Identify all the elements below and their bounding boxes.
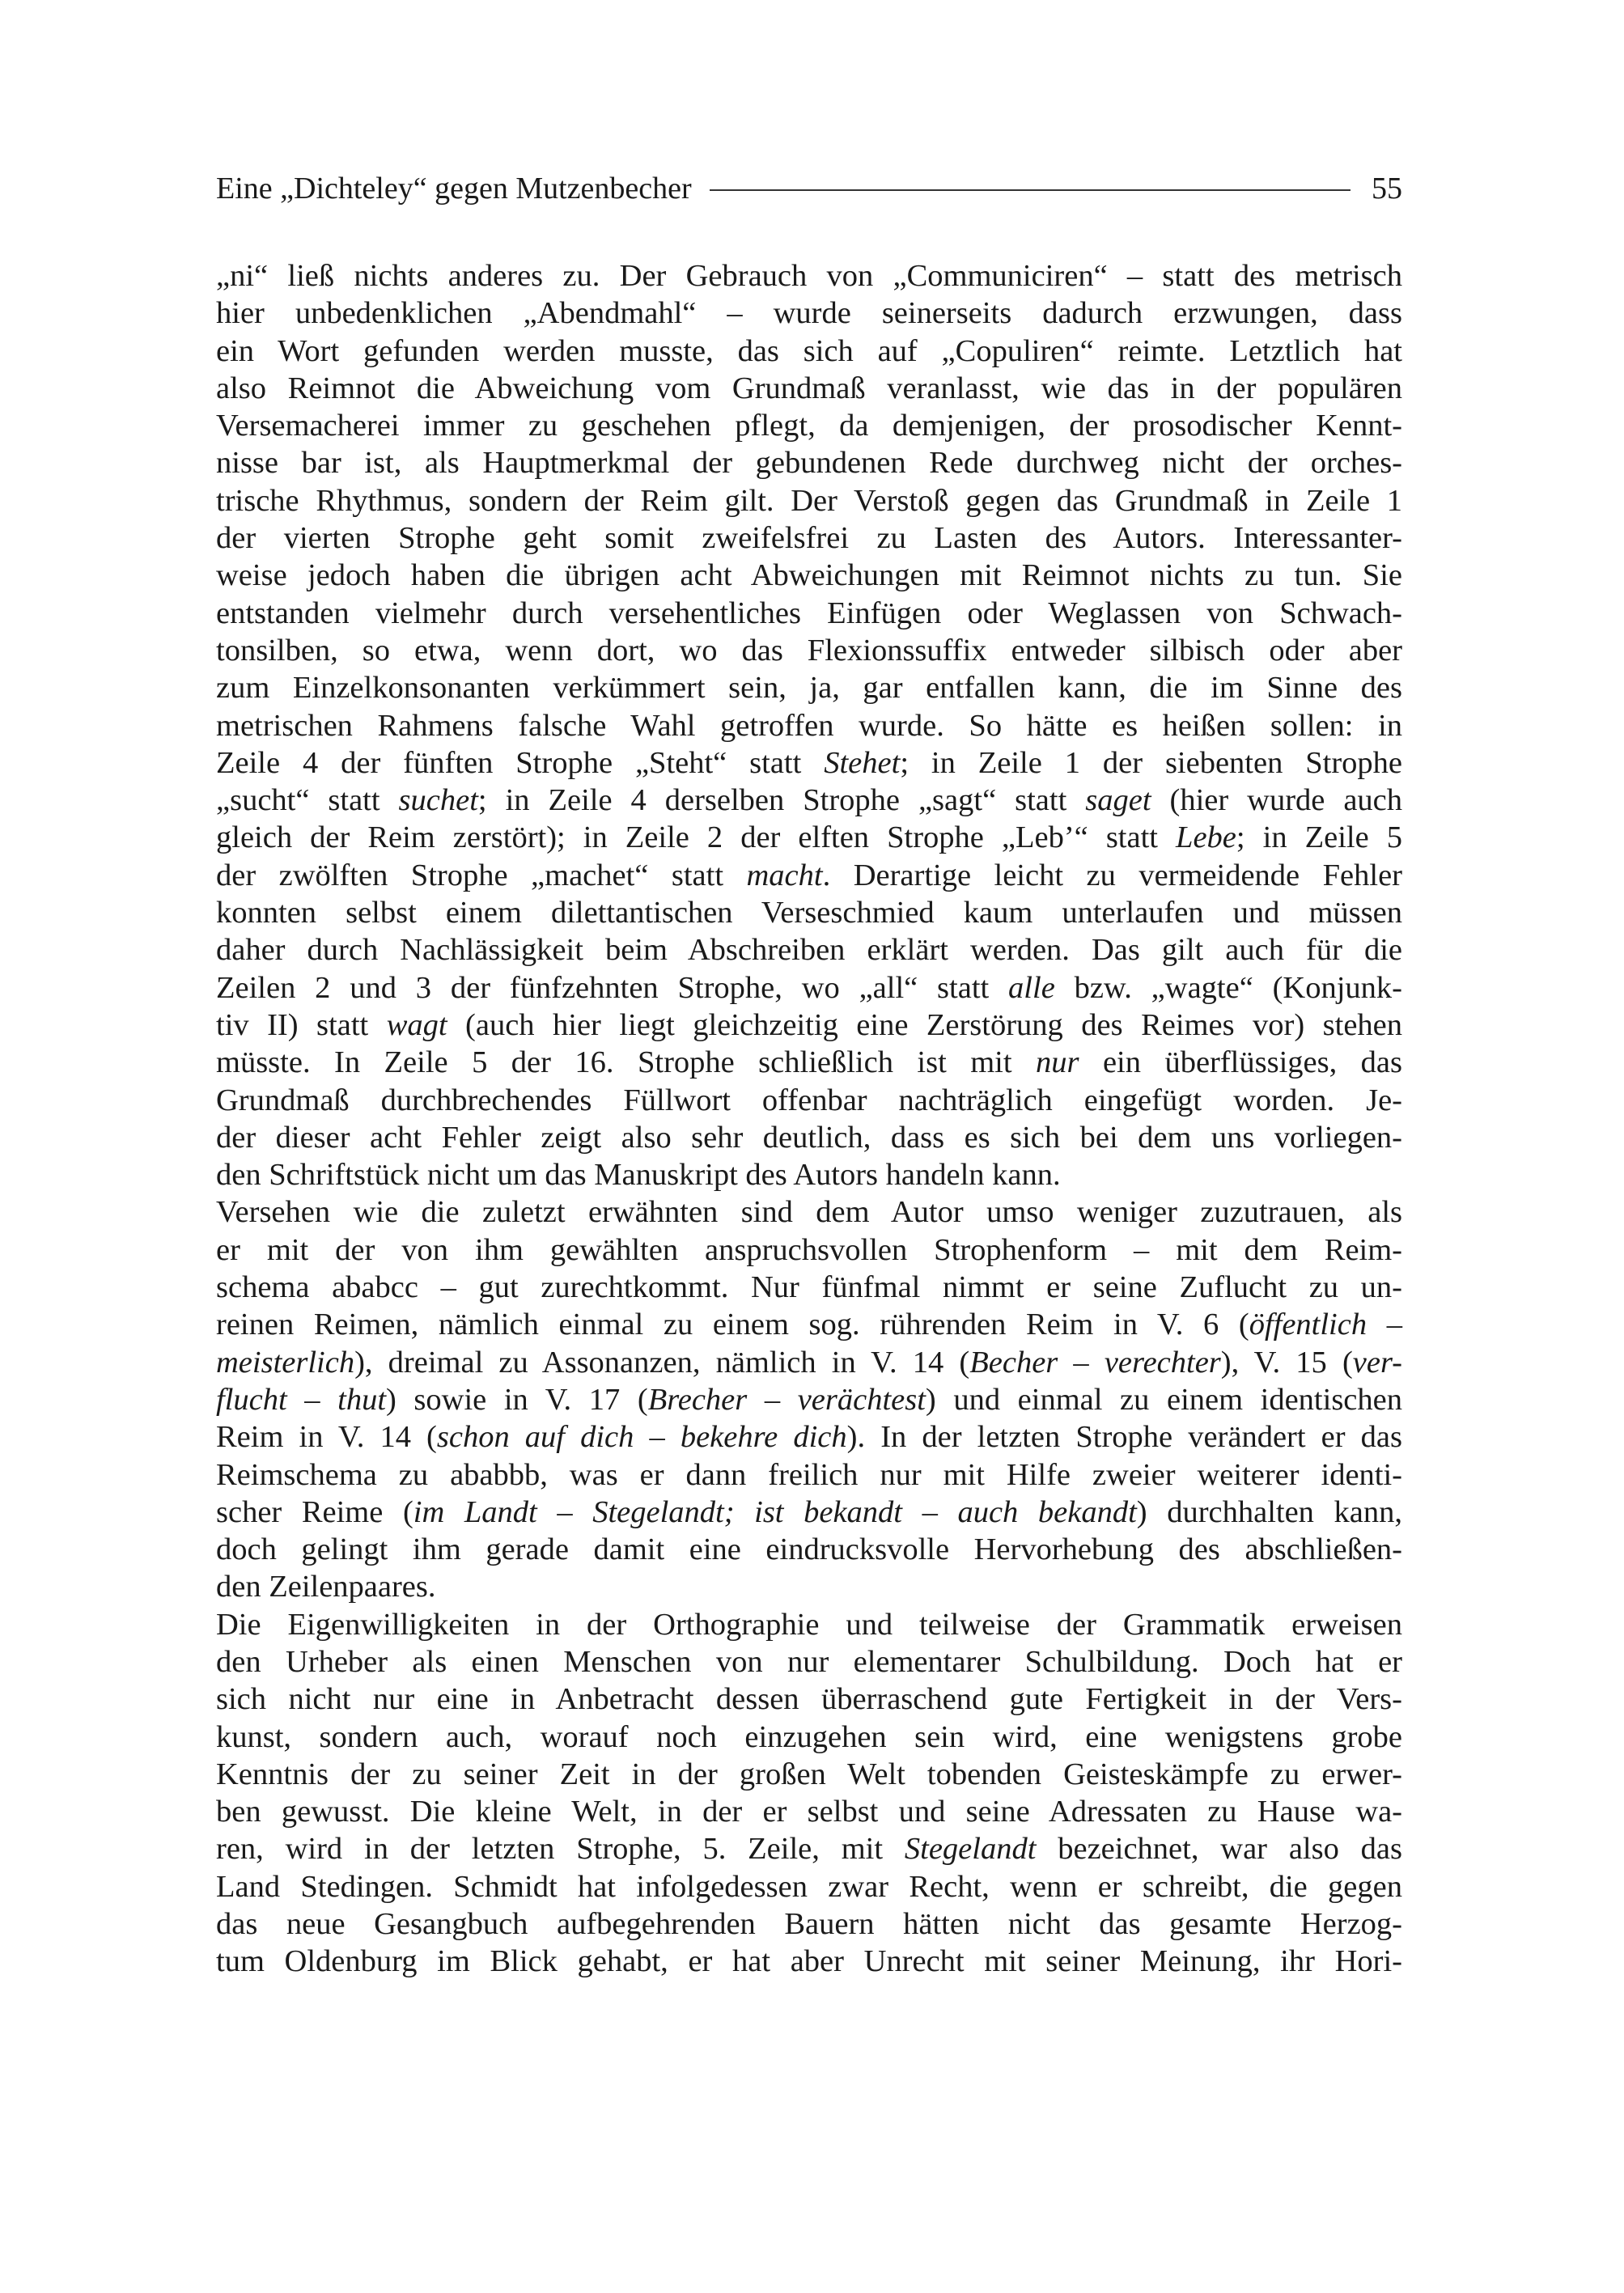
text-line <box>216 1231 1402 1269</box>
text-segment: Zeile 4 der fünften Strophe „Steht“ statt <box>216 745 825 780</box>
italic-text: Stehet <box>824 745 901 780</box>
text-line <box>216 1793 1402 1830</box>
text-line <box>216 1456 1402 1494</box>
text-line <box>216 857 1402 894</box>
text-segment: Versehen wie die zuletzt erwähnten sind dem Autor umso weniger zuzutrauen, als <box>216 1195 1402 1230</box>
text-line <box>216 370 1402 407</box>
text-line <box>216 931 1402 968</box>
text-line <box>216 1531 1402 1568</box>
text-line <box>216 1681 1402 1718</box>
text-segment: ; in Zeile 5 <box>1236 820 1402 855</box>
text-segment: ) und einmal zu einem identischen <box>925 1382 1402 1417</box>
text-segment: Zeilen 2 und 3 der fünfzehnten Strophe, wo „all“ statt <box>216 970 1009 1005</box>
text-segment: scher Reime ( <box>216 1494 413 1529</box>
italic-text: schon auf dich – bekehre dich <box>436 1420 847 1455</box>
text-line <box>216 407 1402 444</box>
text-line <box>216 819 1402 856</box>
text-segment: zum Einzelkonsonanten verkümmert sein, ja, gar entfallen kann, die im Sinne des <box>216 671 1402 706</box>
italic-text: ver- <box>1352 1345 1402 1380</box>
text-line <box>216 1381 1402 1418</box>
text-segment: Reim in V. 14 ( <box>216 1420 437 1455</box>
text-segment: tiv II) statt <box>216 1007 387 1042</box>
italic-text: flucht – thut <box>216 1382 387 1417</box>
text-segment: bzw. „wagte“ (Konjunk- <box>1054 970 1402 1005</box>
text-segment: (auch hier liegt gleichzeitig eine Zerstörung des Reimes vor) stehen <box>447 1007 1402 1042</box>
text-line <box>216 1719 1402 1756</box>
italic-text: Becher – verechter <box>969 1345 1221 1380</box>
italic-text: Stegelandt <box>904 1832 1037 1867</box>
text-line <box>216 295 1402 332</box>
text-line <box>216 1119 1402 1156</box>
italic-text: alle <box>1008 970 1055 1005</box>
body-text <box>216 257 1402 1981</box>
italic-text: öffentlich – <box>1249 1308 1402 1342</box>
text-segment: hier unbedenklichen „Abendmahl“ – wurde seinerseits dadurch erzwungen, dass <box>216 296 1402 331</box>
text-segment: Versemacherei immer zu geschehen pflegt, da demjenigen, der prosodischer Kennt- <box>216 409 1402 443</box>
text-line <box>216 557 1402 594</box>
italic-text: Brecher – verächtest <box>647 1382 926 1417</box>
text-segment: Land Stedingen. Schmidt hat infolgedessen zwar Recht, wenn er schreibt, die gegen <box>216 1869 1402 1904</box>
italic-text: saget <box>1085 783 1151 818</box>
text-segment: ben gewusst. Die kleine Welt, in der er selbst und seine Adressaten zu Hause wa- <box>216 1795 1402 1829</box>
text-line <box>216 1868 1402 1905</box>
text-segment: entstanden vielmehr durch versehentliches Einfügen oder Weglassen von Schwach- <box>216 596 1402 630</box>
text-segment: sich nicht nur eine in Anbetracht dessen überraschend gute Fertigkeit in der Vers- <box>216 1682 1402 1717</box>
italic-text: im Landt – Stegelandt; ist bekandt – auch bekandt <box>413 1494 1137 1529</box>
text-line <box>216 482 1402 519</box>
text-segment: tonsilben, so etwa, wenn dort, wo das Flexionssuffix entweder silbisch oder aber <box>216 633 1402 668</box>
text-line <box>216 1044 1402 1081</box>
text-line <box>216 1830 1402 1867</box>
text-segment: „ni“ ließ nichts anderes zu. Der Gebrauch von „Communiciren“ – statt des metrisch <box>216 259 1402 293</box>
text-line <box>216 1568 1402 1605</box>
text-line <box>216 1306 1402 1343</box>
italic-text: wagt <box>386 1007 447 1042</box>
text-segment: ; in Zeile 1 der siebenten Strophe <box>900 745 1403 780</box>
text-segment: „sucht“ statt <box>216 783 399 818</box>
text-line <box>216 1494 1402 1531</box>
text-segment: Reimschema zu ababbb, was er dann freilich nur mit Hilfe zweier weiterer identi- <box>216 1457 1402 1492</box>
text-segment: daher durch Nachlässigkeit beim Abschreiben erklärt werden. Das gilt auch für die <box>216 933 1402 968</box>
text-line <box>216 632 1402 669</box>
text-segment: ein überflüssiges, das <box>1079 1045 1403 1080</box>
italic-text: meisterlich <box>216 1345 355 1380</box>
text-segment: ), dreimal zu Assonanzen, nämlich in V. 14 ( <box>354 1345 970 1380</box>
text-line <box>216 1606 1402 1643</box>
text-line <box>216 444 1402 481</box>
text-line <box>216 1082 1402 1119</box>
text-segment: ren, wird in der letzten Strophe, 5. Zeile, mit <box>216 1832 905 1867</box>
text-line <box>216 1643 1402 1681</box>
text-segment: der vierten Strophe geht somit zweifelsfrei zu Lasten des Autors. Interessanter- <box>216 521 1402 556</box>
page-number: 55 <box>1372 172 1402 206</box>
text-segment: Kenntnis der zu seiner Zeit in der großen Welt tobenden Geisteskämpfe zu erwer- <box>216 1757 1402 1791</box>
text-segment: müsste. In Zeile 5 der 16. Strophe schließlich ist mit <box>216 1045 1037 1080</box>
text-line <box>216 595 1402 632</box>
text-line <box>216 782 1402 819</box>
text-segment: nisse bar ist, als Hauptmerkmal der gebundenen Rede durchweg nicht der orches- <box>216 446 1402 481</box>
text-line <box>216 257 1402 295</box>
text-segment: ) durchhalten kann, <box>1136 1494 1402 1529</box>
text-segment: er mit der von ihm gewählten anspruchsvollen Strophenform – mit dem Reim- <box>216 1232 1402 1267</box>
italic-text: suchet <box>398 783 478 818</box>
text-segment: (hier wurde auch <box>1151 783 1402 818</box>
text-line <box>216 1269 1402 1306</box>
text-segment: ). In der letzten Strophe verändert er das <box>846 1420 1402 1455</box>
text-line <box>216 1905 1402 1943</box>
text-segment: konnten selbst einem dilettantischen Verseschmied kaum unterlaufen und müssen <box>216 896 1402 930</box>
text-segment: tum Oldenburg im Blick gehabt, er hat aber Unrecht mit seiner Meinung, ihr Hori- <box>216 1944 1402 1979</box>
text-segment: . Derartige leicht zu vermeidende Fehler <box>822 858 1402 892</box>
text-segment: ) sowie in V. 17 ( <box>386 1382 648 1417</box>
text-segment: kunst, sondern auch, worauf noch einzugehen sein wird, eine wenigstens grobe <box>216 1719 1402 1754</box>
text-segment: schema ababcc – gut zurechtkommt. Nur fünfmal nimmt er seine Zuflucht zu un- <box>216 1270 1402 1305</box>
text-line <box>216 744 1402 782</box>
text-segment: ein Wort gefunden werden musste, das sich auf „Copuliren“ reimte. Letztlich hat <box>216 333 1402 368</box>
text-segment: das neue Gesangbuch aufbegehrenden Bauern hätten nicht das gesamte Herzog- <box>216 1907 1402 1942</box>
text-segment: ), V. 15 ( <box>1220 1345 1353 1380</box>
text-segment: der zwölften Strophe „machet“ statt <box>216 858 747 892</box>
text-segment: den Schriftstück nicht um das Manuskript des Autors handeln kann. <box>216 1158 1061 1193</box>
text-line <box>216 669 1402 706</box>
text-segment: Die Eigenwilligkeiten in der Orthographie und teilweise der Grammatik erweisen <box>216 1607 1402 1642</box>
text-line <box>216 1418 1402 1456</box>
text-line <box>216 1344 1402 1381</box>
text-line <box>216 1756 1402 1793</box>
text-line <box>216 519 1402 557</box>
italic-text: nur <box>1036 1045 1079 1080</box>
italic-text: Lebe <box>1176 820 1236 855</box>
text-line <box>216 1007 1402 1044</box>
text-segment: trische Rhythmus, sondern der Reim gilt. Der Verstoß gegen das Grundmaß in Zeile 1 <box>216 483 1402 518</box>
text-segment: weise jedoch haben die übrigen acht Abweichungen mit Reimnot nichts zu tun. Sie <box>216 558 1402 593</box>
running-header <box>216 168 1402 209</box>
text-line <box>216 333 1402 370</box>
text-segment: doch gelingt ihm gerade damit eine eindrucksvolle Hervorhebung des abschließen- <box>216 1532 1402 1567</box>
text-segment: ; in Zeile 4 derselben Strophe „sagt“ statt <box>477 783 1086 818</box>
text-segment: den Urheber als einen Menschen von nur elementarer Schulbildung. Doch hat er <box>216 1644 1402 1679</box>
text-line <box>216 1943 1402 1980</box>
text-line <box>216 707 1402 744</box>
text-segment: reinen Reimen, nämlich einmal zu einem sog. rührenden Reim in V. 6 ( <box>216 1308 1249 1342</box>
header-rule <box>710 189 1351 191</box>
text-line <box>216 1193 1402 1231</box>
text-segment: den Zeilenpaares. <box>216 1570 436 1604</box>
text-line <box>216 1156 1402 1193</box>
text-line <box>216 969 1402 1007</box>
text-segment: bezeichnet, war also das <box>1036 1832 1402 1867</box>
text-segment: der dieser acht Fehler zeigt also sehr deutlich, dass es sich bei dem uns vorliegen- <box>216 1120 1402 1155</box>
text-segment: also Reimnot die Abweichung vom Grundmaß veranlasst, wie das in der populären <box>216 371 1402 405</box>
text-line <box>216 894 1402 931</box>
running-title: Eine „Dichteley“ gegen Mutzenbecher <box>216 172 692 206</box>
text-segment: Grundmaß durchbrechendes Füllwort offenbar nachträglich eingefügt worden. Je- <box>216 1083 1402 1117</box>
text-segment: metrischen Rahmens falsche Wahl getroffen wurde. So hätte es heißen sollen: in <box>216 708 1402 743</box>
text-segment: gleich der Reim zerstört); in Zeile 2 der elften Strophe „Leb’“ statt <box>216 820 1177 855</box>
italic-text: macht <box>746 858 823 892</box>
